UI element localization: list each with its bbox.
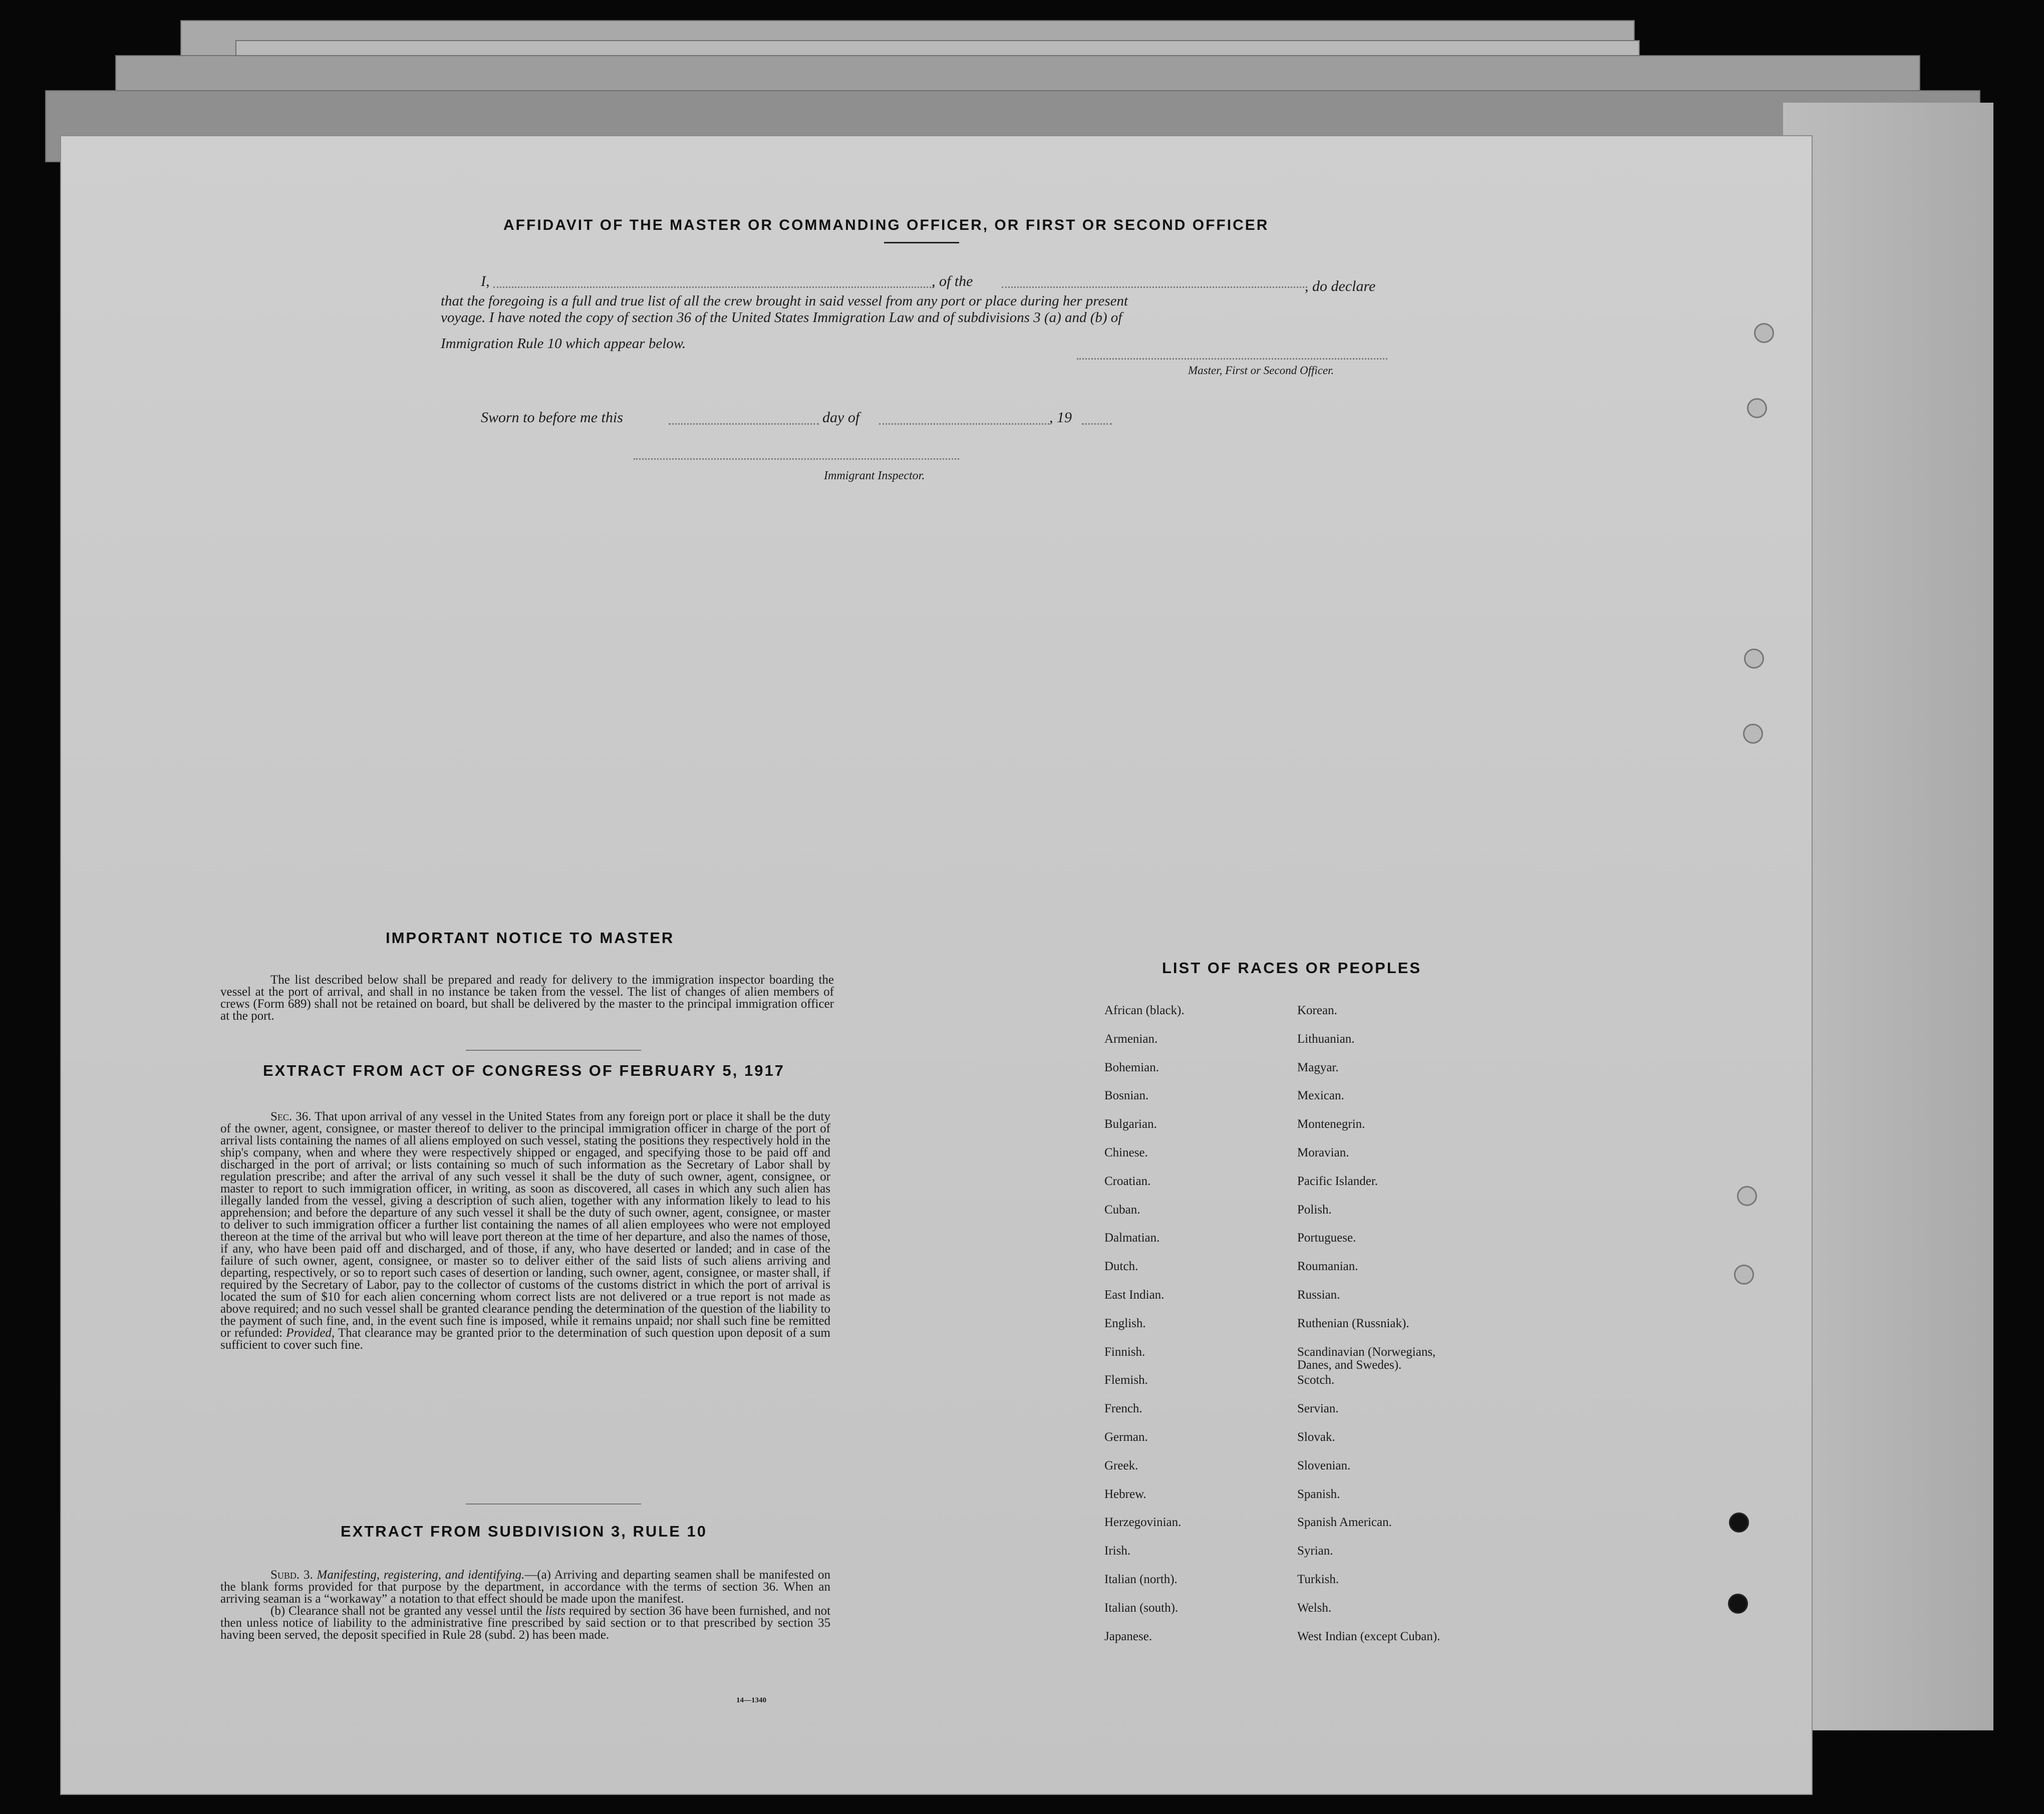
act-body: That upon arrival of any vessel in the United States from any foreign port or place it shall be the duty of the owner, agent, consignee, or master thereof to deliver to the principal immigration officer in charge of the port of arrival lists containing the names of all aliens employed on such vessel, stating the positions they respectively hold in the ship's company, when and where they were respectively shipped or engaged, and specifying those to be paid off and discharged in the port of arrival; or lists containing so much of such information as the Secretary of Labor shall by regulation prescribe; and after the arrival of any such vessel it shall be the duty of such owner, agent, consignee, or master to report to such immigration officer, in writing, as soon as discovered, all cases in which any such alien has illegally landed from the vessel, giving a description of such alien, together with any information likely to lead to his apprehension; and before the departure of any such vessel it shall be the duty of such owner, agent, consignee, or master to deliver to such immigration officer a further list containing the names of all alien employees who were not employed thereon at the time of the arrival but who will leave port thereon at the time of her departure, and also the names of those, if any, who have been paid off and discharged, and of those, if any, who have deserted or landed; and in case of the failure of such owner, agent, consignee, or master so to deliver either of the said lists of such aliens arriving and departing, respectively, or so to report such cases of desertion or landing, such owner, agent, consignee, or master shall, if required by the Secretary of Labor, pay to the collector of customs of the customs district in which the port of arrival is located the sum of $10 for each alien concerning whom correct lists are not delivered or a true report is not made as above required; and no such vessel shall be granted clearance pending the determination of the question of the liability to the payment of such fine, and, in the event such fine is imposed, while it remains unpaid; nor shall such fine be remitted or refunded: <box>220 1110 830 1340</box>
of-the-label: , of the <box>932 273 973 289</box>
race-item: East Indian. <box>1104 1288 1164 1302</box>
notice-title: IMPORTANT NOTICE TO MASTER <box>386 929 675 947</box>
race-item: Welsh. <box>1297 1601 1332 1615</box>
punch-hole <box>1744 649 1764 669</box>
race-item: Herzegovinian. <box>1104 1516 1182 1530</box>
rule-title: EXTRACT FROM SUBDIVISION 3, RULE 10 <box>341 1523 707 1540</box>
punch-hole <box>1747 398 1767 418</box>
race-item: Irish. <box>1104 1544 1131 1558</box>
race-item: Pacific Islander. <box>1297 1174 1378 1188</box>
rule-text-b-end: required by section 36 have been furnished, and not then unless notice of liability to the administrative fine prescribed by said section or to that prescribed by section 35 having been served, the deposit specified in Rule 28 (subd. 2) has been made. <box>220 1604 831 1642</box>
notice-paragraph: The list described below shall be prepared and ready for delivery to the immigration inspector boarding the vessel at the port of arrival, and shall in no instance be taken from the vessel. The list of changes of alien members of crews (Form 689) shall not be retained on board, but shall be delivered by the master to the principal immigration officer at the port. <box>220 973 834 1023</box>
notice-text <box>220 974 834 1022</box>
race-item: Syrian. <box>1297 1544 1333 1558</box>
race-item: Montenegrin. <box>1297 1117 1365 1131</box>
race-item: Polish. <box>1297 1202 1332 1217</box>
rule-divider <box>466 1050 641 1051</box>
rule-heading: Manifesting, registering, and identifying. <box>317 1568 525 1582</box>
race-item: Italian (south). <box>1104 1601 1179 1615</box>
inspector-label: Immigrant Inspector. <box>824 469 925 482</box>
race-item: Japanese. <box>1104 1629 1152 1643</box>
vessel-blank <box>1002 286 1307 288</box>
master-signature-line <box>1077 358 1387 360</box>
race-item: Russian. <box>1297 1288 1340 1302</box>
race-item: German. <box>1104 1430 1148 1444</box>
race-item: West Indian (except Cuban). <box>1297 1629 1440 1643</box>
race-item: Servian. <box>1297 1402 1339 1416</box>
day-blank <box>669 423 819 425</box>
month-blank <box>879 423 1049 425</box>
name-blank <box>493 286 934 288</box>
act-paragraph <box>220 1111 830 1351</box>
race-item: Slovenian. <box>1297 1458 1351 1472</box>
punch-hole <box>1729 1513 1749 1533</box>
punch-hole <box>1737 1186 1757 1206</box>
inspector-signature-line <box>634 458 959 460</box>
subd-label: Subd. 3. <box>270 1568 313 1582</box>
affidavit-text-line1: that the foregoing is a full and true list of all the crew brought in said vessel from any port or place during her present <box>441 293 1128 309</box>
rule-text <box>220 1569 830 1641</box>
race-item: Chinese. <box>1104 1146 1148 1159</box>
race-item: Scandinavian (Norwegians, Danes, and Swedes). <box>1297 1345 1436 1372</box>
affidavit-title: AFFIDAVIT OF THE MASTER OR COMMANDING OFFICER, OR FIRST OR SECOND OFFICER <box>503 217 1269 233</box>
race-item: French. <box>1104 1402 1142 1416</box>
section-label: Sec. 36. <box>270 1110 312 1123</box>
race-item: Armenian. <box>1104 1032 1158 1046</box>
race-item: Moravian. <box>1297 1146 1349 1159</box>
race-item: Mexican. <box>1297 1089 1344 1103</box>
rule-text-a: —(a) Arriving and departing seamen shall be manifested on the blank forms provided for that purpose by the department, in accordance with the terms of section 36. When an arriving seaman is a “workaway” a notation to that effect should be made upon the manifest. <box>220 1568 830 1606</box>
act-body-end: That clearance may be granted prior to the determination of such question upon deposit of a sum sufficient to cover such fine. <box>220 1326 830 1352</box>
race-item: Korean. <box>1297 1004 1337 1017</box>
provided-label: Provided, <box>286 1326 335 1340</box>
day-of-label: day of <box>822 409 860 426</box>
punch-hole <box>1754 323 1774 343</box>
lists-word: lists <box>545 1604 566 1618</box>
race-item: Flemish. <box>1104 1373 1148 1387</box>
race-item: Portuguese. <box>1297 1231 1356 1245</box>
race-item: Turkish. <box>1297 1573 1339 1586</box>
i-label: I, <box>481 273 490 289</box>
sworn-label: Sworn to before me this <box>481 409 623 426</box>
race-item: Bulgarian. <box>1104 1117 1157 1131</box>
race-item: Hebrew. <box>1104 1487 1146 1501</box>
race-item: African (black). <box>1104 1004 1185 1017</box>
race-item: Cuban. <box>1104 1202 1140 1217</box>
race-item: Bohemian. <box>1104 1060 1159 1074</box>
race-item: Croatian. <box>1104 1174 1151 1188</box>
do-declare-label: , do declare <box>1305 278 1376 294</box>
race-item: Greek. <box>1104 1458 1138 1472</box>
race-item: Italian (north). <box>1104 1573 1178 1586</box>
master-signature-label: Master, First or Second Officer. <box>1188 364 1334 377</box>
race-item: Spanish. <box>1297 1487 1340 1501</box>
rule-text-b-start: (b) Clearance shall not be granted any vessel until the <box>270 1604 542 1618</box>
punch-hole <box>1728 1594 1748 1614</box>
race-item: English. <box>1104 1316 1146 1330</box>
title-underline <box>884 242 959 243</box>
race-item: Dutch. <box>1104 1260 1138 1274</box>
race-item: Spanish American. <box>1297 1516 1392 1530</box>
race-item: Roumanian. <box>1297 1260 1358 1274</box>
rule-paragraph-b <box>220 1605 830 1641</box>
race-item: Lithuanian. <box>1297 1032 1355 1046</box>
races-title: LIST OF RACES OR PEOPLES <box>1162 959 1422 977</box>
race-item: Slovak. <box>1297 1430 1335 1444</box>
form-sheet <box>60 135 1813 1795</box>
year-label: , 19 <box>1049 409 1072 426</box>
underlying-sheet-edge <box>1783 103 1993 1730</box>
year-blank <box>1082 423 1112 425</box>
race-item: Ruthenian (Russniak). <box>1297 1316 1409 1330</box>
race-item: Magyar. <box>1297 1060 1339 1074</box>
punch-hole <box>1743 724 1763 744</box>
rule-paragraph-a <box>220 1569 830 1605</box>
punch-hole <box>1734 1265 1754 1285</box>
act-title: EXTRACT FROM ACT OF CONGRESS OF FEBRUARY 5, 1917 <box>263 1062 785 1079</box>
affidavit-text-line2: voyage. I have noted the copy of section 36 of the United States Immigration Law and of subdivisions 3 (a) and (b) of <box>441 310 1122 326</box>
rule-divider <box>466 1503 641 1504</box>
race-item: Bosnian. <box>1104 1089 1149 1103</box>
race-item: Finnish. <box>1104 1345 1145 1359</box>
form-number: 14—1340 <box>736 1696 766 1704</box>
affidavit-text-line3: Immigration Rule 10 which appear below. <box>441 336 686 352</box>
act-text <box>220 1111 830 1351</box>
race-item: Dalmatian. <box>1104 1231 1160 1245</box>
race-item: Scotch. <box>1297 1373 1335 1387</box>
